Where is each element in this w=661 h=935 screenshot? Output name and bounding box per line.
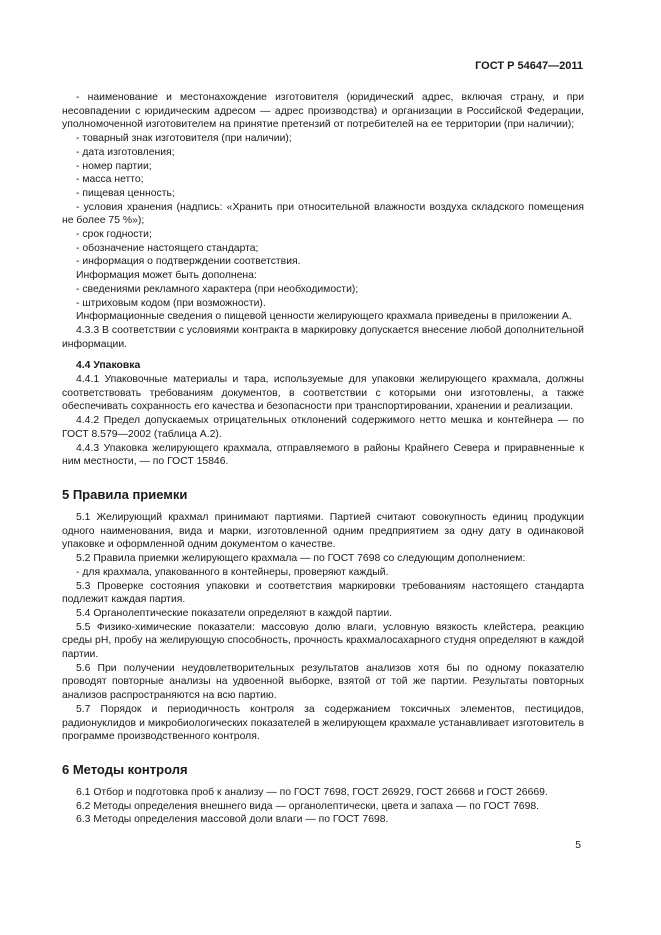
list-item: - сведениями рекламного характера (при необходимости); — [76, 283, 359, 295]
list-item: - срок годности; — [76, 229, 152, 241]
list-item: - условия хранения (надпись: «Хранить при относительной влажности воздуха складского помещения не более 75 %»); — [62, 201, 584, 227]
paragraph: 6.3 Методы определения массовой доли влаги — по ГОСТ 7698. — [76, 814, 389, 826]
list-item: - наименование и местонахождение изготовителя (юридический адрес, включая страну, и при несовпадении с юридическим адресом — адрес производства) и организации в Российской Федерации, уполномоченной изготовителем на принятие претензий от потребителей на ее территории (при наличии); — [62, 92, 584, 131]
paragraph: 5.1 Желирующий крахмал принимают партиями. Партией считают совокупность единиц продукции одного наименования, вида и марки, изготовленной одним предприятием за одну дату в одинаковой упаковке и оформленной одним документом о качестве. — [62, 511, 584, 551]
list-item: - товарный знак изготовителя (при наличии); — [76, 133, 292, 145]
paragraph: Информационные сведения о пищевой ценности желирующего крахмала приведены в приложении А. — [76, 311, 572, 323]
paragraph: 6.1 Отбор и подготовка проб к анализу — по ГОСТ 7698, ГОСТ 26929, ГОСТ 26668 и ГОСТ 26669. — [76, 786, 548, 798]
section-title: 6 Методы контроля — [62, 761, 188, 777]
paragraph: 5.6 При получении неудовлетворительных результатов анализов хотя бы по одному показателю проводят повторные анализы на удвоенной выборке, взятой от той же партии. Результаты повторных анализов распространяются на всю партию. — [62, 662, 584, 702]
list-item: - дата изготовления; — [76, 146, 175, 158]
paragraph: 4.3.3 В соответствии с условиями контракта в маркировку допускается внесение любой дополнительной информации. — [62, 324, 584, 350]
paragraph: 5.4 Органолептические показатели определяют в каждой партии. — [76, 607, 393, 619]
list-item: - обозначение настоящего стандарта; — [76, 242, 259, 254]
paragraph: 4.4.1 Упаковочные материалы и тара, используемые для упаковки желирующего крахмала, должны соответствовать требованиям документов, в соответствии с которыми они изготовлены, а также обеспечивать сохранность его качества и безопасности при транспортировании, хранении и реализации. — [62, 374, 584, 413]
paragraph: 4.4.3 Упаковка желирующего крахмала, отправляемого в районы Крайнего Севера и приравненные к ним местности, — по ГОСТ 15846. — [62, 442, 584, 468]
section-title: 5 Правила приемки — [62, 486, 188, 502]
paragraph: 5.2 Правила приемки желирующего крахмала — по ГОСТ 7698 со следующим дополнением: — [76, 553, 526, 565]
list-item: - штриховым кодом (при возможности). — [76, 297, 266, 309]
paragraph: 4.4.2 Предел допускаемых отрицательных отклонений содержимого нетто мешка и контейнера — по ГОСТ 8.579—2002 (таблица А.2). — [62, 415, 584, 440]
paragraph: 6.2 Методы определения внешнего вида — органолептически, цвета и запаха — по ГОСТ 7698. — [76, 800, 540, 812]
paragraph: 5.5 Физико-химические показатели: массовую долю влаги, условную вязкость клейстера, реакцию среды pH, пробу на желирующую способность, прочность крахмалосахарного студня определяют в каждой партии. — [62, 621, 584, 661]
list-item: - номер партии; — [76, 160, 152, 172]
paragraph: 5.3 Проверке состояния упаковки и соответствия маркировки требованиям настоящего стандарта подлежит каждая партия. — [62, 580, 584, 606]
list-item: - для крахмала, упакованного в контейнеры, проверяют каждый. — [76, 566, 389, 578]
subsection-title: 4.4 Упаковка — [76, 360, 141, 372]
list-item: - информация о подтверждении соответствия. — [76, 256, 301, 268]
list-item: - масса нетто; — [76, 174, 144, 186]
standard-code: ГОСТ Р 54647—2011 — [475, 60, 583, 72]
list-item: - пищевая ценность; — [76, 187, 175, 199]
document-body — [62, 91, 584, 827]
paragraph: 5.7 Порядок и периодичность контроля за содержанием токсичных элементов, пестицидов, радионуклидов и микробиологических показателей в желирующем крахмале устанавливает изготовитель в программе производственного контроля. — [62, 703, 584, 743]
paragraph: Информация может быть дополнена: — [76, 270, 257, 282]
page-number: 5 — [575, 840, 581, 851]
